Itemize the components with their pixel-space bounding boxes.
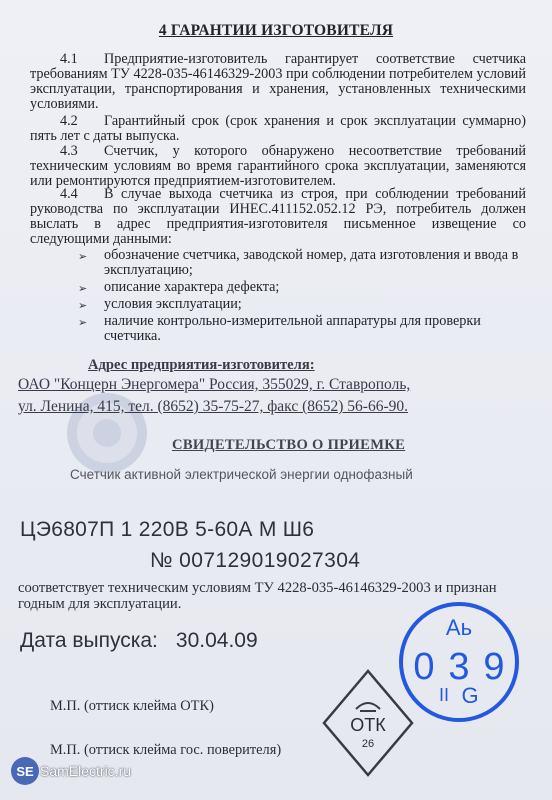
otk-number: 26 bbox=[361, 738, 375, 750]
site-watermark: SamElectric.ru bbox=[40, 763, 132, 779]
paragraph-4-4 bbox=[30, 187, 526, 247]
release-date bbox=[20, 629, 258, 653]
meter-description: Счетчик активной электрической энергии однофазный bbox=[70, 467, 413, 482]
paragraph-number: 4.2 bbox=[60, 113, 78, 129]
paragraph-text: Предприятие-изготовитель гарантирует соответствие счетчика требованиям ТУ 4228-035-46146329-2003 при соблюдении потребителем условий эксплуатации, транспортирования и хранения, установленных техническими условиями. bbox=[30, 51, 526, 112]
address-line-2: ул. Ленина, 415, тел. (8652) 35-75-27, факс (8652) 56-66-90. bbox=[18, 398, 408, 415]
otk-stamp bbox=[320, 667, 416, 779]
stamp-top-text: Аь bbox=[445, 615, 473, 640]
arrow-bullet-icon: ➢ bbox=[78, 251, 88, 263]
section-title: 4 ГАРАНТИИ ИЗГОТОВИТЕЛЯ bbox=[158, 22, 394, 39]
list-item bbox=[78, 314, 538, 344]
release-date-label: Дата выпуска: bbox=[20, 629, 158, 652]
list-item-text: описание характера дефекта; bbox=[104, 279, 280, 295]
verifier-stamp-caption: М.П. (оттиск клейма гос. поверителя) bbox=[50, 742, 282, 758]
samelectric-logo-icon bbox=[10, 756, 40, 786]
paragraph-4-3 bbox=[30, 144, 526, 189]
paragraph-number: 4.1 bbox=[60, 51, 78, 67]
paragraph-number: 4.3 bbox=[60, 143, 78, 159]
otk-label: ОТК bbox=[350, 715, 386, 735]
energomera-logo-icon bbox=[356, 703, 380, 709]
arrow-bullet-icon: ➢ bbox=[78, 283, 88, 295]
certificate-title: СВИДЕТЕЛЬСТВО О ПРИЕМКЕ bbox=[172, 437, 406, 453]
paragraph-text: В случае выхода счетчика из строя, при соблюдении требований руководства по эксплуатации ИНЕС.411152.052.12 РЭ, потребитель должен выслать в адрес предприятия-изготовителя письменное извещение со следующими данными: bbox=[30, 186, 526, 247]
stamp-bottom-right: G bbox=[461, 683, 479, 708]
notice-list bbox=[78, 248, 538, 346]
release-date-value: 30.04.09 bbox=[175, 629, 258, 652]
serial-number: № 007129019027304 bbox=[150, 549, 361, 572]
arrow-bullet-icon: ➢ bbox=[78, 317, 88, 329]
list-item bbox=[78, 297, 538, 312]
stamp-left-digit: 0 bbox=[413, 646, 435, 688]
meter-model: ЦЭ6807П 1 220В 5-60А М Ш6 bbox=[20, 518, 315, 541]
logo-letters: SE bbox=[16, 764, 34, 779]
paragraph-number: 4.4 bbox=[60, 186, 78, 202]
stamp-bottom-left: II bbox=[438, 685, 450, 705]
stamp-mid-digit: 3 bbox=[448, 646, 470, 688]
arrow-bullet-icon: ➢ bbox=[78, 300, 88, 312]
paragraph-text: Счетчик, у которого обнаружено несоответствие требований техническим условиям во время гарантийного срока эксплуатации, заменяются или ремонтируются предприятием-изготовителем. bbox=[30, 143, 526, 189]
paragraph-4-1 bbox=[30, 52, 526, 112]
conformity-statement: соответствует техническим условиям ТУ 4228-035-46146329-2003 и признан годным для эксплуатации. bbox=[18, 580, 497, 612]
list-item bbox=[78, 280, 538, 295]
address-line-1: ОАО "Концерн Энергомера" Россия, 355029, г. Ставрополь, bbox=[18, 376, 411, 393]
otk-stamp-caption: М.П. (оттиск клейма ОТК) bbox=[50, 698, 214, 714]
list-item-text: условия эксплуатации; bbox=[104, 296, 242, 312]
list-item-text: наличие контрольно-измерительной аппаратуры для проверки счетчика. bbox=[104, 313, 481, 344]
list-item-text: обозначение счетчика, заводской номер, дата изготовления и ввода в эксплуатацию; bbox=[104, 247, 519, 278]
stamp-right-digit: 9 bbox=[483, 646, 505, 688]
address-title: Адрес предприятия-изготовителя: bbox=[88, 357, 315, 373]
list-item bbox=[78, 248, 538, 278]
paragraph-text: Гарантийный срок (срок хранения и срок эксплуатации суммарно) пять лет с даты выпуска. bbox=[30, 113, 526, 144]
paragraph-4-2 bbox=[30, 114, 526, 144]
